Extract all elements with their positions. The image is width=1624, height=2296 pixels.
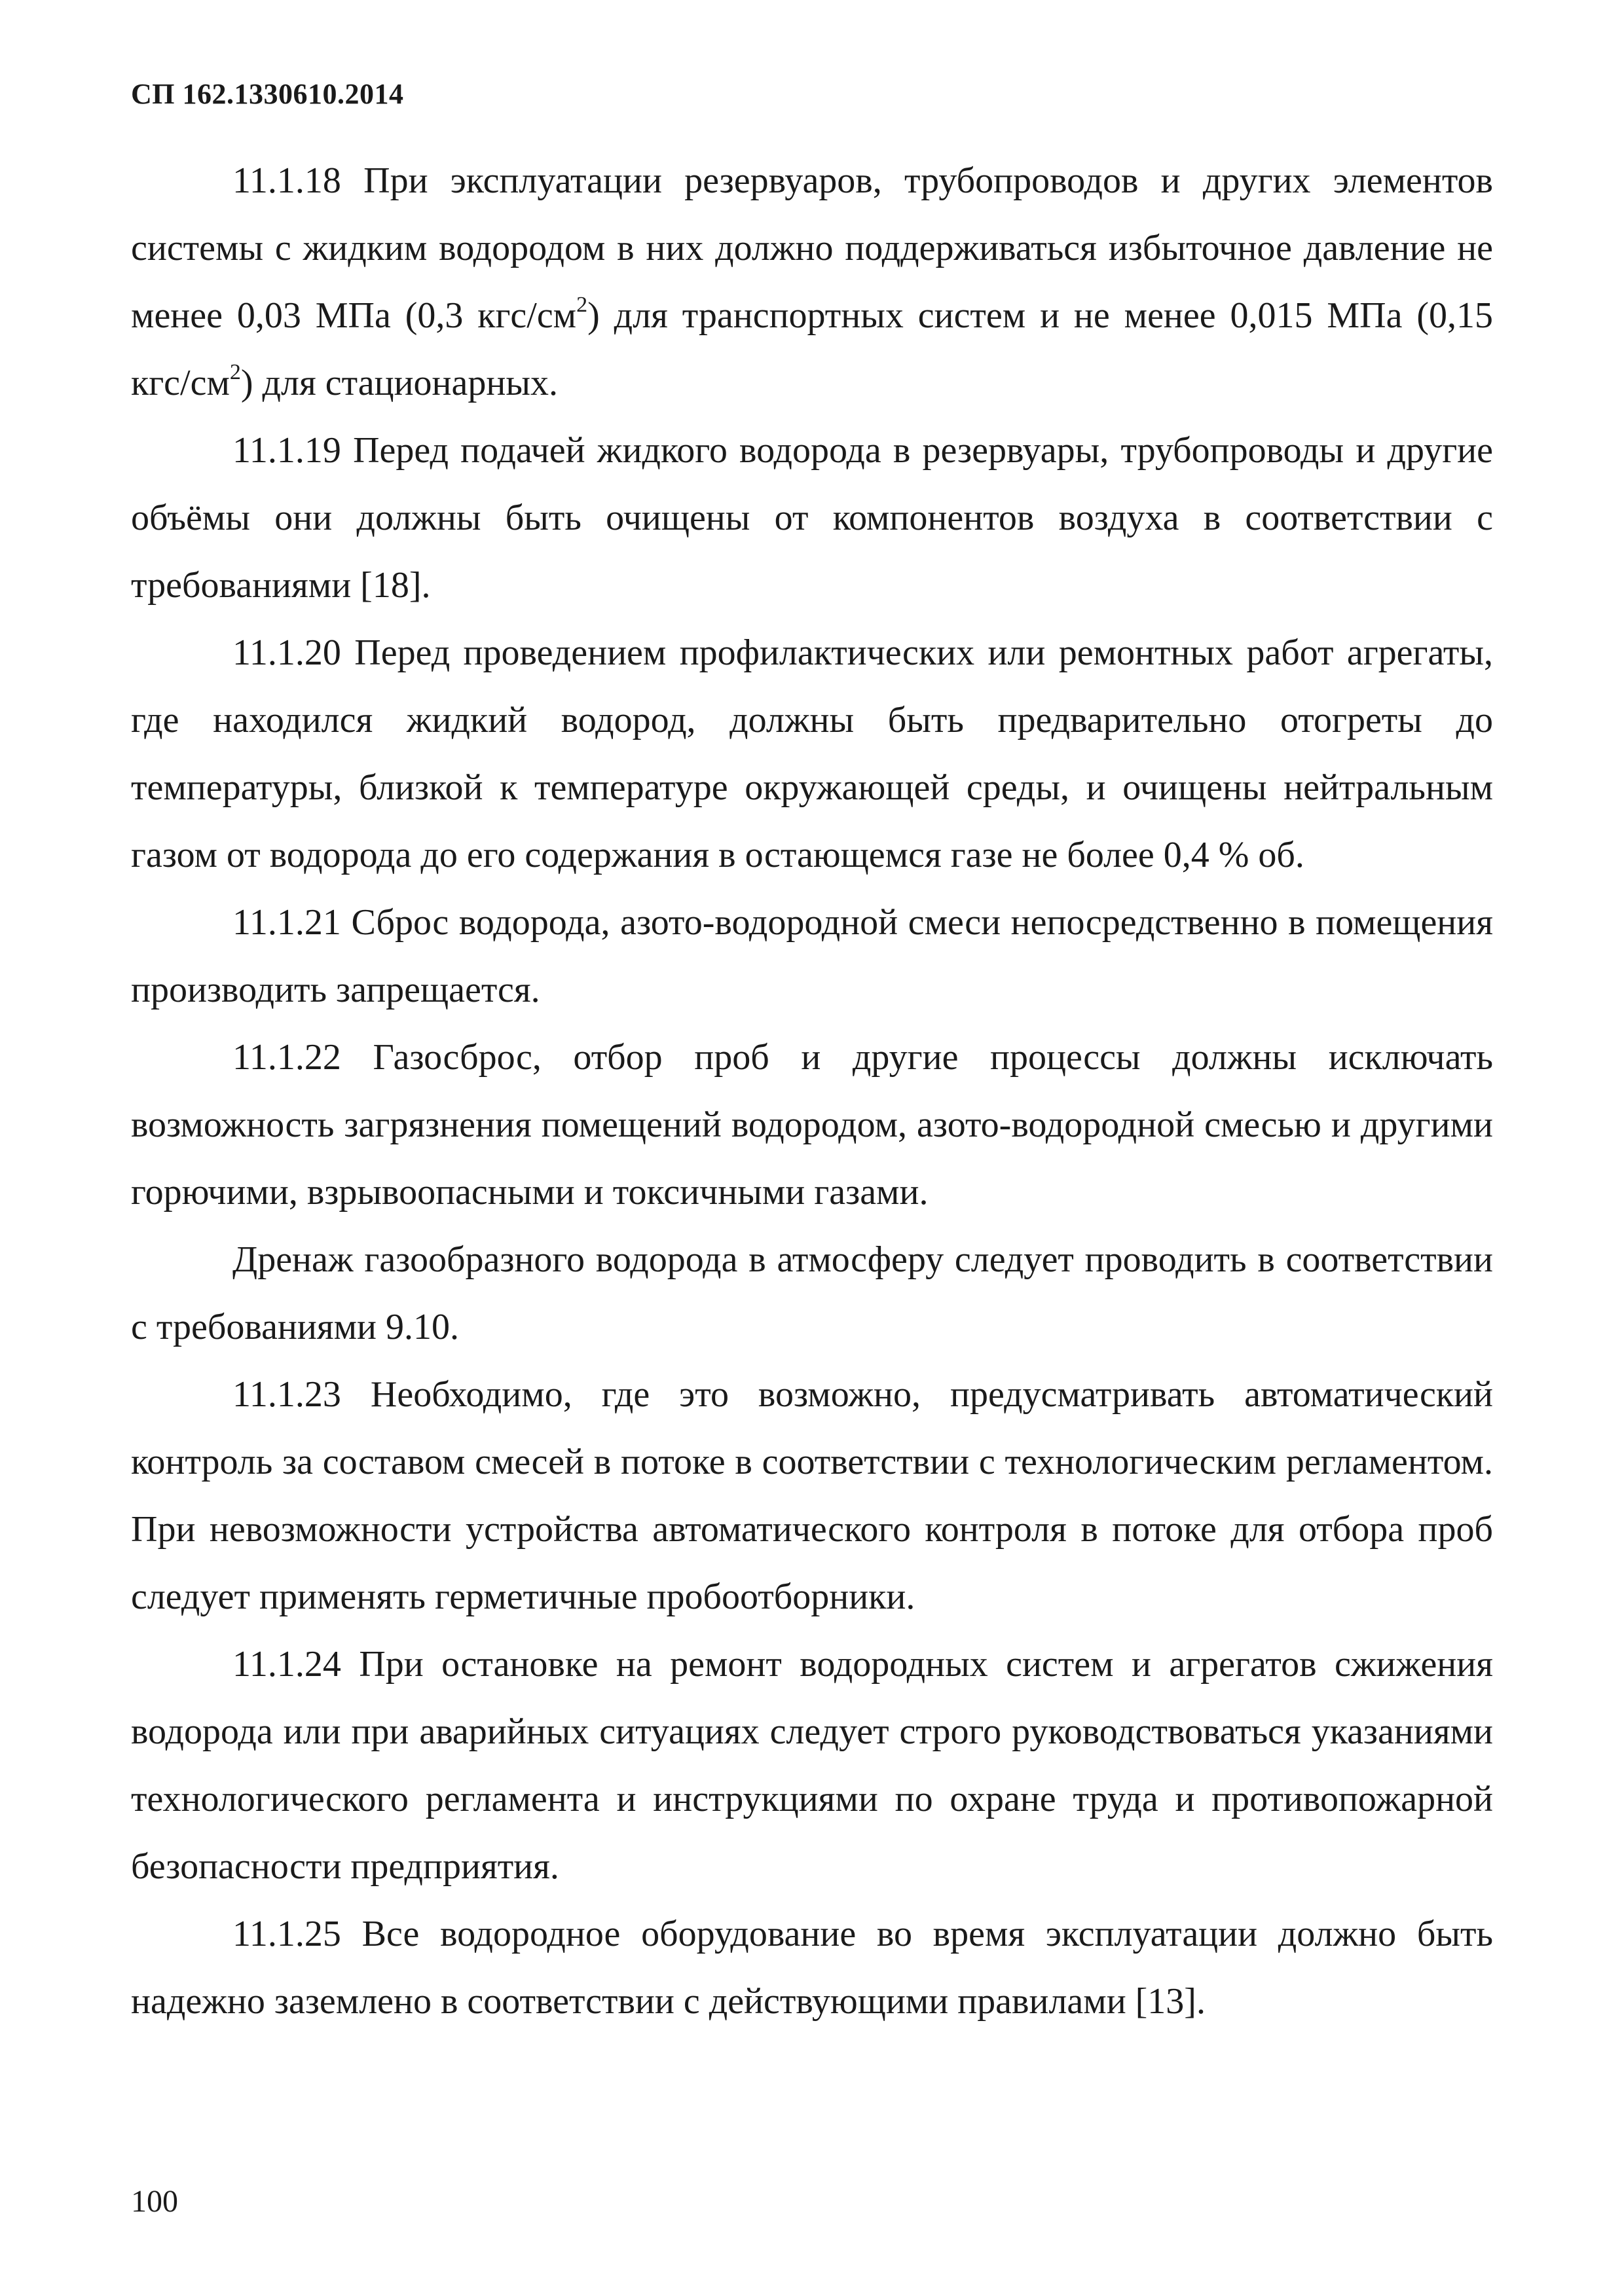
paragraph-11-1-25: 11.1.25 Все водородное оборудование во время эксплуатации должно быть надежно заземлено в соответствии с действующими правилами [13].: [131, 1914, 1493, 2022]
paragraph-text: 11.1.18 При эксплуатации резервуаров, трубопроводов и других элементов системы с жидким водородом в них должно поддерживаться избыточное давление не менее 0,03 МПа (0,3 кгс/см: [131, 160, 1493, 336]
document-code-header: СП 162.1330610.2014: [131, 78, 404, 110]
paragraph-drainage: Дренаж газообразного водорода в атмосферу следует проводить в соответствии с требованиями 9.10.: [131, 1239, 1493, 1347]
body-text: [131, 147, 1493, 2035]
paragraph-11-1-19: 11.1.19 Перед подачей жидкого водорода в резервуары, трубопроводы и другие объёмы они должны быть очищены от компонентов воздуха в соответствии с требованиями [18].: [131, 430, 1493, 606]
paragraph-text: ) для транспортных систем и не менее 0,015 МПа (0,15 кгс/см: [131, 295, 1493, 403]
superscript: 2: [576, 293, 588, 318]
page-number: 100: [131, 2184, 178, 2219]
superscript: 2: [229, 360, 241, 385]
paragraph-11-1-24: 11.1.24 При остановке на ремонт водородных систем и агрегатов сжижения водорода или при аварийных ситуациях следует строго руководствоваться указаниями технологического регламента и инструкциями по охране труда и противопожарной безопасности предприятия.: [131, 1644, 1493, 1887]
paragraph-11-1-22: 11.1.22 Газосброс, отбор проб и другие процессы должны исключать возможность загрязнения помещений водородом, азото-водородной смесью и другими горючими, взрывоопасными и токсичными газами.: [131, 1037, 1493, 1212]
paragraph-11-1-18: [131, 147, 1493, 417]
paragraph-11-1-23: 11.1.23 Необходимо, где это возможно, предусматривать автоматический контроль за составом смесей в потоке в соответствии с технологическим регламентом. При невозможности устройства автоматического контроля в потоке для отбора проб следует применять герметичные пробоотборники.: [131, 1374, 1493, 1617]
paragraph-11-1-21: 11.1.21 Сброс водорода, азото-водородной смеси непосредственно в помещения производить запрещается.: [131, 902, 1493, 1010]
paragraph-text: ) для стационарных.: [240, 363, 558, 403]
paragraph-11-1-20: 11.1.20 Перед проведением профилактических или ремонтных работ агрегаты, где находился жидкий водород, должны быть предварительно отогреты до температуры, близкой к температуре окружающей среды, и очищены нейтральным газом от водорода до его содержания в остающемся газе не более 0,4 % об.: [131, 632, 1493, 875]
